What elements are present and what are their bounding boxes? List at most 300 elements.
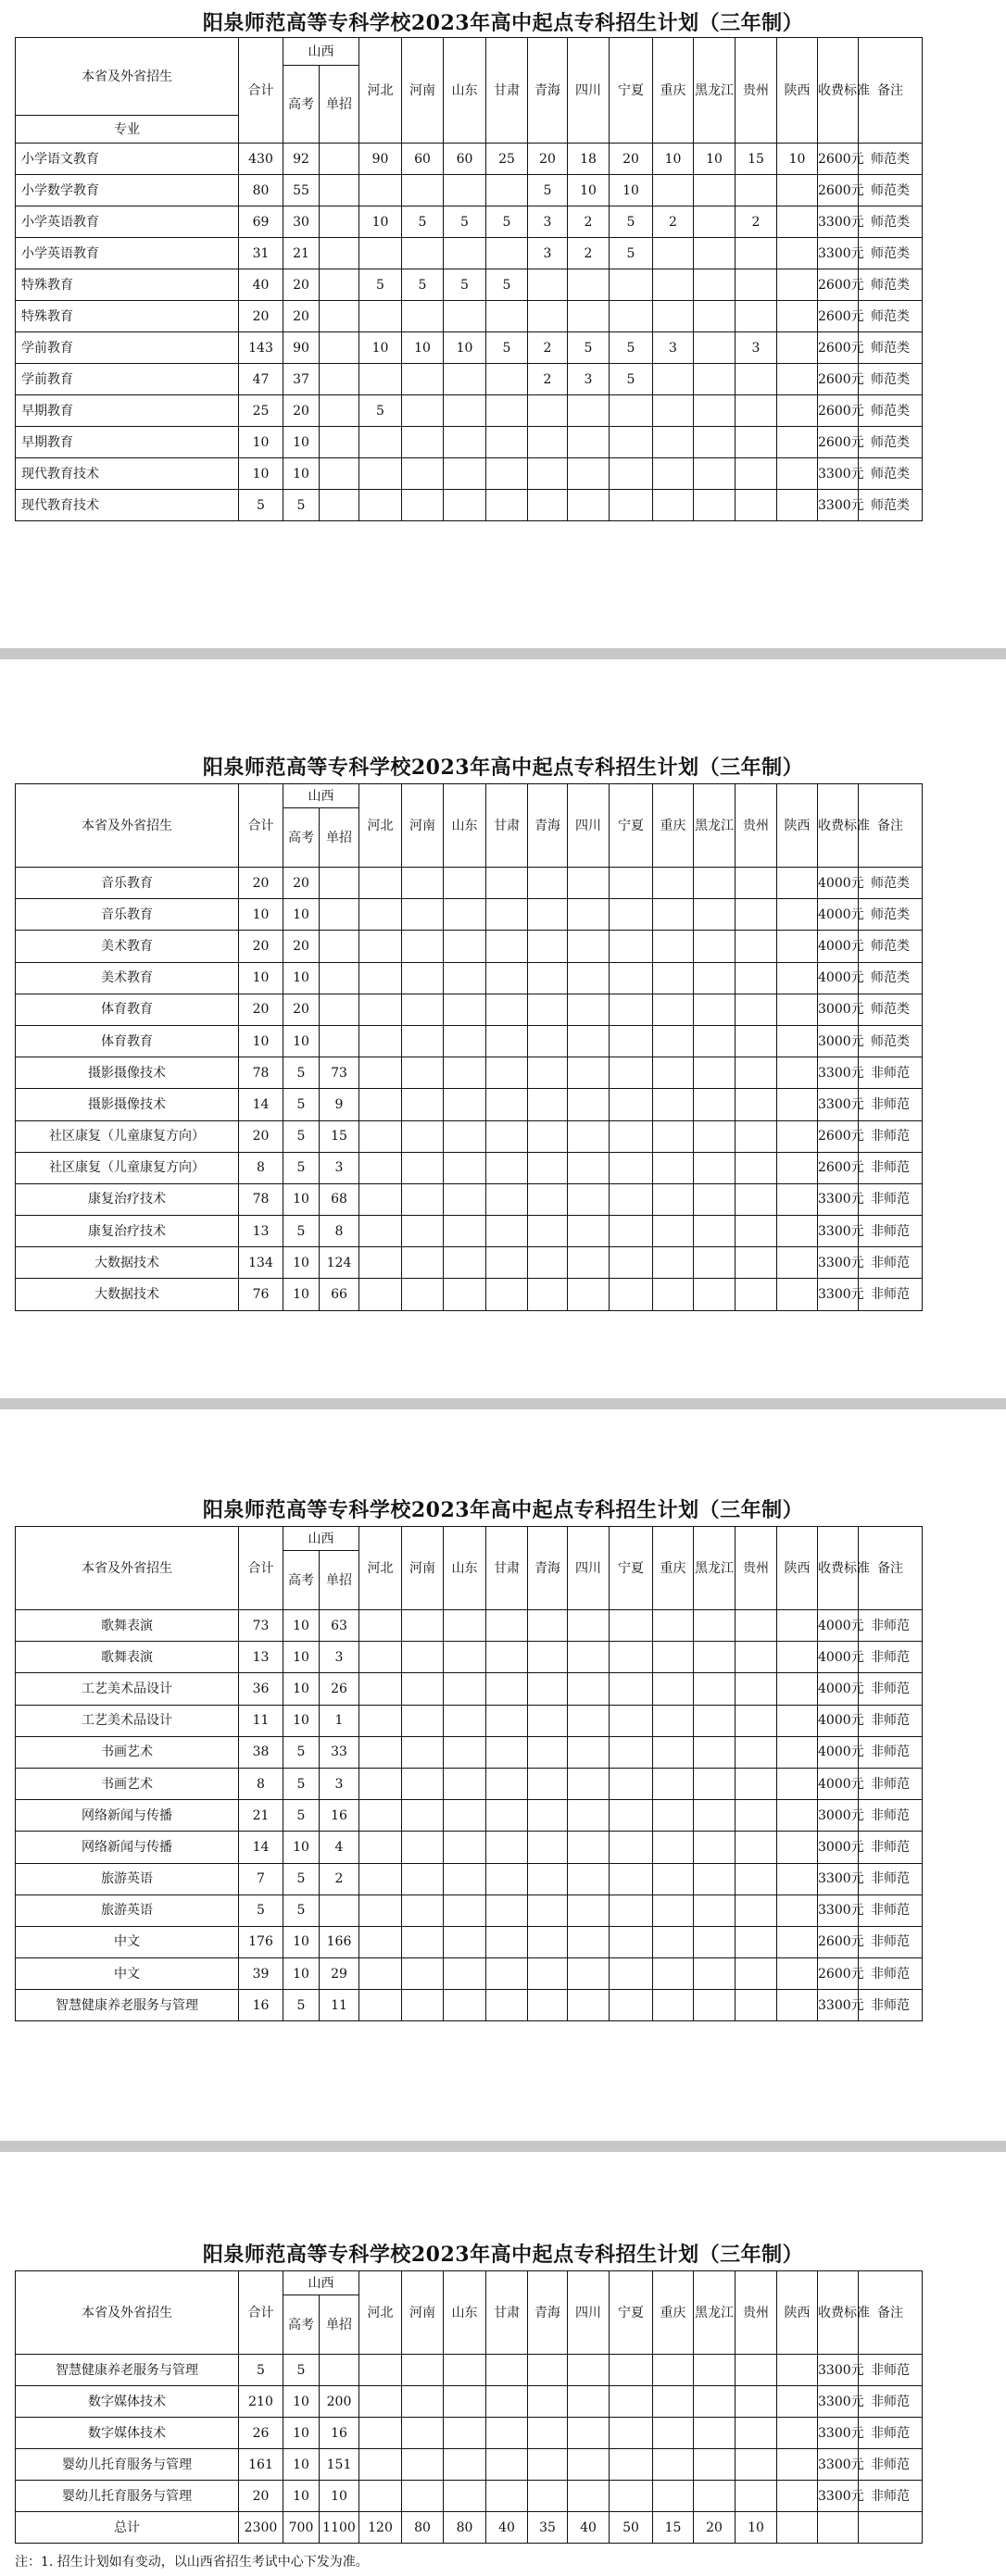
cell-province [444,2481,486,2512]
cell-fee: 3300元 [818,1216,859,1247]
cell-danzhao: 151 [320,2449,359,2481]
cell-province [444,1800,486,1832]
cell-province [610,1183,653,1215]
cell-province [694,1152,736,1183]
cell-fee: 4000元 [818,931,859,962]
table-row [16,1894,996,1926]
cell-province [653,2355,694,2386]
cell-total: 13 [239,1642,283,1673]
cell-fee: 2600元 [818,1926,859,1957]
header-province: 青海 [528,2271,568,2355]
header-province: 青海 [528,38,568,144]
cell-province [694,899,736,931]
cell-province [777,1089,818,1120]
cell-province [402,1926,444,1957]
table-row [16,1958,996,1990]
cell-province [486,175,528,206]
summary-province [777,2512,818,2544]
cell-province [486,1610,528,1642]
cell-province [653,1610,694,1642]
cell-province [568,1673,610,1705]
cell-major: 音乐教育 [16,868,239,899]
cell-province [736,1057,777,1089]
cell-province [777,868,818,899]
cell-danzhao: 16 [320,2418,359,2449]
cell-province [777,899,818,931]
cell-province: 3 [528,206,568,238]
header-shanxi: 山西 [283,1527,359,1551]
cell-major: 婴幼儿托育服务与管理 [16,2481,239,2512]
cell-province [486,395,528,427]
cell-province [486,899,528,931]
header-remark: 备注 [859,1527,923,1610]
cell-province [359,427,402,458]
cell-danzhao [320,962,359,994]
table-row [16,2449,996,2481]
cell-province [528,427,568,458]
cell-province [777,1025,818,1057]
cell-province [528,1025,568,1057]
cell-province [568,1120,610,1152]
cell-danzhao: 1 [320,1705,359,1736]
cell-province [736,1642,777,1673]
cell-province [402,395,444,427]
cell-province [486,1768,528,1799]
header-province: 山东 [444,1527,486,1610]
header-province: 山东 [444,2271,486,2355]
header-danzhao: 单招 [320,1551,359,1610]
cell-province [568,994,610,1025]
cell-province [694,2355,736,2386]
cell-province: 10 [777,144,818,175]
cell-major: 小学数学教育 [16,175,239,206]
cell-province [359,994,402,1025]
table-row [16,490,996,521]
header-row-1 [16,784,996,808]
cell-province [402,427,444,458]
cell-province [694,1736,736,1768]
cell-province [528,868,568,899]
cell-major: 数字媒体技术 [16,2418,239,2449]
cell-province [610,1057,653,1089]
summary-fee [818,2512,859,2544]
cell-province [777,1673,818,1705]
table-row [16,364,996,395]
cell-total: 10 [239,1025,283,1057]
cell-province [610,1736,653,1768]
cell-province [777,1642,818,1673]
cell-province [444,364,486,395]
cell-province [444,1705,486,1736]
summary-danzhao: 1100 [320,2512,359,2544]
cell-province [736,899,777,931]
cell-province [359,1958,402,1990]
cell-total: 78 [239,1183,283,1215]
cell-province [486,2449,528,2481]
header-province: 宁夏 [610,784,653,868]
cell-province: 5 [610,206,653,238]
cell-total: 14 [239,1832,283,1863]
cell-province [610,1152,653,1183]
cell-danzhao: 73 [320,1057,359,1089]
cell-province [568,1057,610,1089]
cell-province [653,269,694,301]
cell-fee: 3300元 [818,2418,859,2449]
cell-province [610,899,653,931]
cell-province [402,2418,444,2449]
cell-province [528,1863,568,1894]
cell-remark: 非师范 [859,1216,923,1247]
cell-province [736,1863,777,1894]
header-province: 四川 [568,1527,610,1610]
cell-remark: 非师范 [859,1894,923,1926]
cell-province [486,1832,528,1863]
cell-province [653,1673,694,1705]
cell-province [528,2449,568,2481]
cell-province [777,269,818,301]
cell-province [402,490,444,521]
cell-province [777,332,818,364]
cell-province [653,1736,694,1768]
table-row [16,2355,996,2386]
cell-fee: 4000元 [818,868,859,899]
cell-province [736,1768,777,1799]
cell-province: 3 [568,364,610,395]
cell-province [568,868,610,899]
cell-province [402,301,444,332]
cell-province [653,1958,694,1990]
cell-province [653,1089,694,1120]
header-province: 陕西 [777,2271,818,2355]
cell-province: 25 [486,144,528,175]
cell-fee: 2600元 [818,364,859,395]
table-row [16,1926,996,1957]
cell-province [777,206,818,238]
cell-major: 现代教育技术 [16,490,239,521]
cell-province: 5 [610,364,653,395]
cell-major: 体育教育 [16,994,239,1025]
cell-danzhao: 166 [320,1926,359,1957]
cell-province [694,175,736,206]
cell-province [610,1610,653,1642]
cell-gaokao: 5 [283,1152,320,1183]
cell-major: 小学语文教育 [16,144,239,175]
summary-remark [859,2512,923,2544]
cell-remark: 非师范 [859,1610,923,1642]
header-shanxi: 山西 [283,2271,359,2295]
cell-total: 8 [239,1768,283,1799]
cell-province [359,2386,402,2418]
cell-province [402,1610,444,1642]
cell-province [736,490,777,521]
cell-province [777,962,818,994]
cell-province [486,1705,528,1736]
cell-total: 20 [239,301,283,332]
cell-province [528,1120,568,1152]
cell-province [359,301,402,332]
cell-danzhao: 3 [320,1768,359,1799]
header-row-1 [16,1527,996,1551]
cell-province [486,301,528,332]
cell-danzhao [320,238,359,269]
cell-remark: 非师范 [859,1183,923,1215]
cell-province [653,1057,694,1089]
cell-danzhao [320,301,359,332]
table-row [16,1216,996,1247]
header-province: 四川 [568,784,610,868]
cell-province [568,2386,610,2418]
cell-province [444,1216,486,1247]
table-row [16,899,996,931]
cell-province [359,1673,402,1705]
table-row [16,1279,996,1310]
cell-total: 430 [239,144,283,175]
cell-province [402,238,444,269]
cell-province [402,1025,444,1057]
cell-province [444,458,486,490]
cell-province [653,1768,694,1799]
cell-total: 11 [239,1705,283,1736]
header-province: 河北 [359,784,402,868]
cell-total: 76 [239,1279,283,1310]
header-major: 专业 [16,116,239,144]
cell-remark: 非师范 [859,1736,923,1768]
cell-remark: 非师范 [859,2418,923,2449]
cell-province [568,1894,610,1926]
cell-remark: 师范类 [859,868,923,899]
cell-province [736,427,777,458]
table-row [16,206,996,238]
cell-province [444,1863,486,1894]
cell-province: 60 [402,144,444,175]
cell-total: 10 [239,899,283,931]
cell-province: 5 [402,206,444,238]
cell-province: 10 [610,175,653,206]
cell-province [694,490,736,521]
cell-province [653,1216,694,1247]
cell-province [568,1279,610,1310]
cell-province [402,1089,444,1120]
table-row [16,962,996,994]
table-row [16,301,996,332]
cell-province [486,1642,528,1673]
cell-province [568,490,610,521]
cell-province [444,931,486,962]
cell-province [777,1768,818,1799]
header-province: 河南 [402,2271,444,2355]
cell-province [694,1863,736,1894]
cell-province [736,269,777,301]
cell-province [694,1089,736,1120]
header-province: 河北 [359,1527,402,1610]
header-province: 甘肃 [486,784,528,868]
cell-province [736,238,777,269]
cell-province [610,2418,653,2449]
cell-province [777,1247,818,1279]
cell-province [359,1832,402,1863]
header-province: 贵州 [736,784,777,868]
plan-table [15,1526,996,2021]
cell-province [777,1279,818,1310]
cell-province [444,1152,486,1183]
summary-total: 2300 [239,2512,283,2544]
cell-province [694,1279,736,1310]
header-province: 甘肃 [486,2271,528,2355]
cell-province [736,1673,777,1705]
cell-province [777,1736,818,1768]
cell-fee: 4000元 [818,1673,859,1705]
cell-province [402,868,444,899]
cell-province [610,1832,653,1863]
cell-danzhao: 10 [320,2481,359,2512]
cell-remark: 非师范 [859,1926,923,1957]
cell-province [528,962,568,994]
cell-province: 60 [444,144,486,175]
cell-province [568,1768,610,1799]
page-separator [0,1398,1006,1409]
cell-gaokao: 5 [283,1057,320,1089]
cell-province: 15 [736,144,777,175]
cell-province [653,1642,694,1673]
table-row [16,458,996,490]
cell-province [610,2449,653,2481]
cell-province [528,1768,568,1799]
cell-province [359,1768,402,1799]
cell-major: 学前教育 [16,332,239,364]
cell-fee: 4000元 [818,1705,859,1736]
cell-province [610,1673,653,1705]
table-row [16,1025,996,1057]
cell-province [528,1705,568,1736]
cell-province: 10 [444,332,486,364]
header-province: 四川 [568,2271,610,2355]
cell-province [444,427,486,458]
cell-province [610,2386,653,2418]
cell-province [444,1990,486,2021]
cell-fee: 4000元 [818,1610,859,1642]
cell-fee: 3300元 [818,458,859,490]
cell-province [736,1958,777,1990]
header-province: 黑龙江 [694,784,736,868]
summary-province: 40 [568,2512,610,2544]
cell-province [736,994,777,1025]
cell-total: 20 [239,2481,283,2512]
cell-danzhao: 15 [320,1120,359,1152]
cell-province [568,1642,610,1673]
cell-province [694,1673,736,1705]
cell-province [528,1279,568,1310]
cell-remark: 非师范 [859,2386,923,2418]
cell-province [777,1958,818,1990]
cell-danzhao [320,868,359,899]
header-province: 青海 [528,1527,568,1610]
cell-province [444,1183,486,1215]
cell-province [359,1216,402,1247]
cell-province [402,1990,444,2021]
cell-province [610,1120,653,1152]
header-province: 黑龙江 [694,1527,736,1610]
cell-major: 智慧健康养老服务与管理 [16,2355,239,2386]
cell-province [694,458,736,490]
header-province: 重庆 [653,1527,694,1610]
cell-province [694,1894,736,1926]
cell-gaokao: 10 [283,1958,320,1990]
cell-major: 康复治疗技术 [16,1183,239,1215]
cell-province [610,1642,653,1673]
cell-province [568,2449,610,2481]
cell-province [402,2386,444,2418]
cell-gaokao: 5 [283,1120,320,1152]
cell-gaokao: 10 [283,2386,320,2418]
cell-province [568,1736,610,1768]
cell-province [528,1057,568,1089]
cell-province [359,1800,402,1832]
cell-total: 8 [239,1152,283,1183]
cell-province [653,868,694,899]
cell-province [402,931,444,962]
cell-province [402,1832,444,1863]
cell-province [653,301,694,332]
table-row [16,1768,996,1799]
cell-province: 5 [486,206,528,238]
cell-province [486,238,528,269]
cell-total: 10 [239,962,283,994]
cell-province [777,2449,818,2481]
cell-province [736,1216,777,1247]
cell-province [486,2386,528,2418]
cell-province [402,2449,444,2481]
cell-danzhao: 11 [320,1990,359,2021]
cell-province [486,931,528,962]
cell-total: 38 [239,1736,283,1768]
cell-province: 3 [736,332,777,364]
cell-province [736,2449,777,2481]
header-total: 合计 [239,38,283,144]
cell-total: 176 [239,1926,283,1957]
cell-province: 10 [694,144,736,175]
cell-remark: 师范类 [859,206,923,238]
cell-province [694,1183,736,1215]
header-scope: 本省及外省招生 [16,1527,239,1610]
cell-remark: 师范类 [859,1025,923,1057]
cell-province [359,458,402,490]
cell-province [568,1152,610,1183]
cell-province [359,1183,402,1215]
cell-province [610,962,653,994]
cell-province [528,1642,568,1673]
cell-gaokao: 10 [283,2449,320,2481]
cell-province [444,395,486,427]
header-province: 黑龙江 [694,38,736,144]
table-row [16,2418,996,2449]
cell-danzhao [320,364,359,395]
cell-province [736,962,777,994]
cell-province: 2 [568,238,610,269]
header-province: 山东 [444,784,486,868]
cell-province [736,1610,777,1642]
cell-province [694,1990,736,2021]
cell-province [610,1247,653,1279]
cell-gaokao: 10 [283,427,320,458]
cell-province [444,2418,486,2449]
table-row [16,1990,996,2021]
cell-province [694,931,736,962]
table-row [16,1120,996,1152]
table-row [16,332,996,364]
cell-province [486,1216,528,1247]
cell-province [444,1120,486,1152]
header-remark: 备注 [859,784,923,868]
